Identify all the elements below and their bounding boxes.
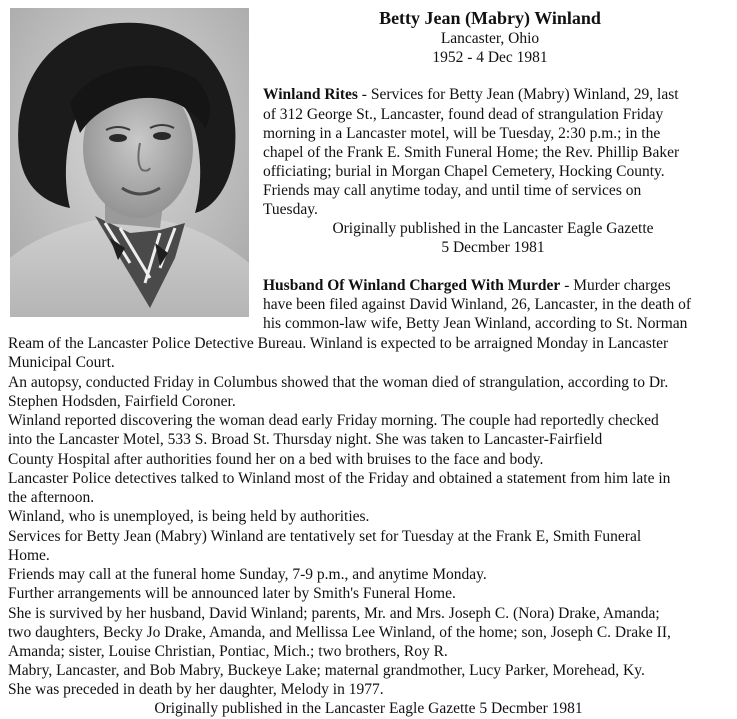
cropped-top-edge: [0, 0, 737, 6]
notice2-body-line: Winland, who is unemployed, is being held by authorities.: [8, 508, 370, 525]
notice2-body-line: An autopsy, conducted Friday in Columbus showed that the woman died of strangulation, according to Dr.: [8, 374, 669, 391]
notice1-line-7: Tuesday.: [263, 201, 318, 218]
notice2-body-line: Home.: [8, 547, 50, 564]
notice2-body-line: Services for Betty Jean (Mabry) Winland are tentatively set for Tuesday at the Frank E, Smith Funeral: [8, 528, 642, 545]
notice1-source: Originally published in the Lancaster Eagle Gazette: [332, 220, 654, 237]
notice2-body-line: the afternoon.: [8, 489, 95, 506]
notice1-source-date: 5 Decmber 1981: [441, 239, 545, 256]
notice2-body-line: County Hospital after authorities found her on a bed with bruises to the face and body.: [8, 451, 544, 468]
decedent-name: Betty Jean (Mabry) Winland: [379, 8, 601, 28]
notice2-title: Husband Of Winland Charged With Murder: [263, 277, 561, 294]
notice2-body-line: Lancaster Police detectives talked to Winland most of the Friday and obtained a statement from him late in: [8, 470, 671, 487]
notice2-body-line: Amanda; sister, Louise Christian, Pontiac, Mich.; two brothers, Roy R.: [8, 643, 448, 660]
notice2-line-2: have been filed against David Winland, 26, Lancaster, in the death of: [263, 296, 692, 313]
notice2-body-line: into the Lancaster Motel, 533 S. Broad St. Thursday night. She was taken to Lancaster-Fairfield: [8, 431, 603, 448]
notice2-body-line: Municipal Court.: [8, 354, 115, 371]
notice2-body-line: Winland reported discovering the woman dead early Friday morning. The couple had reportedly checked: [8, 412, 659, 429]
notice2-body-line: Mabry, Lancaster, and Bob Mabry, Buckeye Lake; maternal grandmother, Lucy Parker, Morehead, Ky.: [8, 662, 645, 679]
notice2-body-line: Stephen Hodsden, Fairfield Coroner.: [8, 393, 236, 410]
notice2-body-line: Further arrangements will be announced later by Smith's Funeral Home.: [8, 585, 456, 602]
decedent-place: Lancaster, Ohio: [440, 30, 540, 47]
decedent-dates: 1952 - 4 Dec 1981: [432, 49, 548, 66]
notice1-line-1: Winland Rites - Services for Betty Jean (Mabry) Winland, 29, last: [263, 86, 679, 103]
notice1-title: Winland Rites: [263, 86, 358, 103]
notice1-line-4: chapel of the Frank E. Smith Funeral Home; the Rev. Phillip Baker: [263, 144, 680, 161]
notice2-body-line: She was preceded in death by her daughter, Melody in 1977.: [8, 681, 384, 698]
portrait-photo: [10, 8, 249, 317]
notice2-body-line: two daughters, Becky Jo Drake, Amanda, and Mellissa Lee Winland, of the home; son, Joseph C. Drake II,: [8, 624, 671, 641]
notice1-line-6: Friends may call anytime today, and until time of services on: [263, 182, 642, 199]
notice1-line-5: officiating; burial in Morgan Chapel Cemetery, Hocking County.: [263, 163, 665, 180]
notice2-line-3: his common-law wife, Betty Jean Winland, according to St. Norman: [263, 315, 688, 332]
notice1-line-3: morning in a Lancaster motel, will be Tuesday, 2:30 p.m.; in the: [263, 125, 661, 142]
notice2-body-line: Ream of the Lancaster Police Detective Bureau. Winland is expected to be arraigned Monday in Lancaster: [8, 335, 669, 352]
notice2-body-line: Friends may call at the funeral home Sunday, 7-9 p.m., and anytime Monday.: [8, 566, 487, 583]
notice1-line-2: of 312 George St., Lancaster, found dead of strangulation Friday: [263, 106, 664, 123]
notice2-body-line: She is survived by her husband, David Winland; parents, Mr. and Mrs. Joseph C. (Nora) Drake, Amanda;: [8, 605, 660, 622]
notice2-line-1: Husband Of Winland Charged With Murder - Murder charges: [263, 277, 671, 294]
portrait-image: [10, 8, 249, 317]
notice2-source: Originally published in the Lancaster Eagle Gazette 5 Decmber 1981: [154, 700, 583, 717]
